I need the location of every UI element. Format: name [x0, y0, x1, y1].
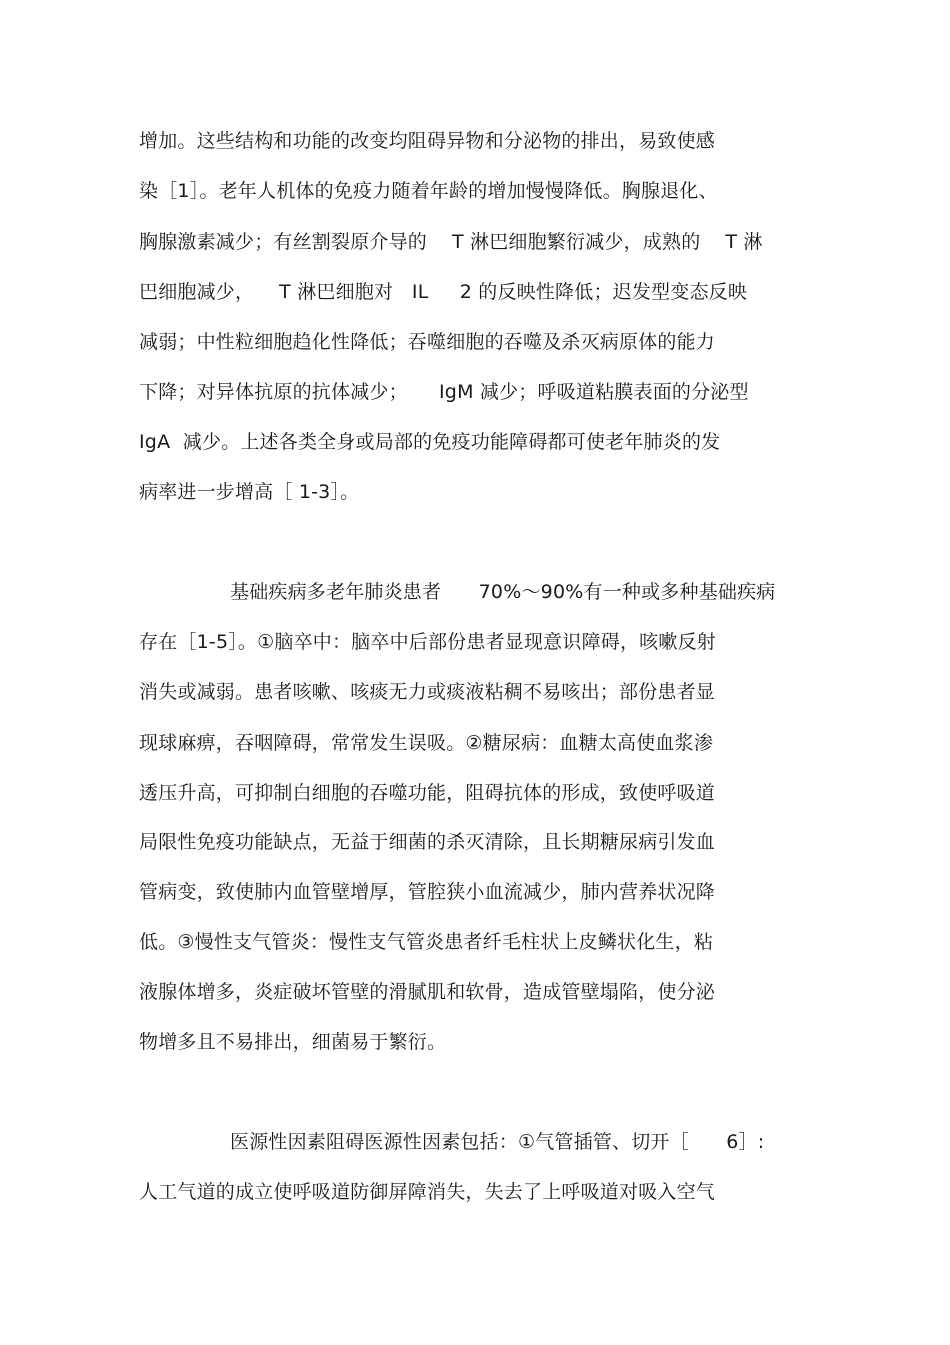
paragraph-1-line-2: 染［1］。老年人机体的免疫力随着年龄的增加慢慢降低。胸腺退化、 [139, 180, 718, 202]
paragraph-1-line-8: 病率进一步增高［ 1-3］。 [139, 481, 360, 503]
paragraph-3-line-2: 人工气道的成立使呼吸道防御屏障消失，失去了上呼吸道对吸入空气 [139, 1181, 716, 1203]
paragraph-1-line-3: 胸腺激素减少；有丝割裂原介导的 T 淋巴细胞繁衍减少，成熟的 T 淋 [139, 231, 763, 253]
paragraph-2-line-4: 现球麻痹，吞咽障碍，常常发生误吸。②糖尿病：血糖太高使血浆渗 [139, 732, 714, 754]
paragraph-2-line-2: 存在［1-5］。①脑卒中：脑卒中后部份患者显现意识障碍，咳嗽反射 [139, 631, 716, 653]
paragraph-2-line-6: 局限性免疫功能缺点，无益于细菌的杀灭清除，且长期糖尿病引发血 [139, 831, 716, 853]
paragraph-1-line-5: 减弱；中性粒细胞趋化性降低；吞噬细胞的吞噬及杀灭病原体的能力 [139, 331, 716, 353]
paragraph-2-line-7: 管病变，致使肺内血管壁增厚，管腔狭小血流减少，肺内营养状况降 [139, 881, 716, 903]
paragraph-1-line-4: 巴细胞减少， T 淋巴细胞对 IL 2 的反映性降低；迟发型变态反映 [139, 281, 748, 303]
paragraph-2-line-1: 基础疾病多老年肺炎患者 70%～90%有一种或多种基础疾病 [230, 581, 776, 603]
paragraph-2-line-5: 透压升高，可抑制白细胞的吞噬功能，阻碍抗体的形成，致使呼吸道 [139, 782, 716, 804]
paragraph-2-line-10: 物增多且不易排出，细菌易于繁衍。 [139, 1031, 447, 1053]
paragraph-2-line-8: 低。③慢性支气管炎：慢性支气管炎患者纤毛柱状上皮鳞状化生，粘 [139, 931, 714, 953]
paragraph-2-line-9: 液腺体增多，炎症破坏管壁的滑腻肌和软骨，造成管壁塌陷，使分泌 [139, 981, 716, 1003]
paragraph-2-line-3: 消失或减弱。患者咳嗽、咳痰无力或痰液粘稠不易咳出；部份患者显 [139, 681, 716, 703]
paragraph-3-line-1: 医源性因素阻碍医源性因素包括：①气管插管、切开［ 6］: [230, 1131, 765, 1153]
paragraph-1-line-6: 下降；对异体抗原的抗体减少； IgM 减少；呼吸道粘膜表面的分泌型 [139, 381, 749, 403]
paragraph-1-line-7: IgA 减少。上述各类全身或局部的免疫功能障碍都可使老年肺炎的发 [139, 431, 721, 453]
paragraph-1-line-1: 增加。这些结构和功能的改变均阻碍异物和分泌物的排出，易致使感 [139, 130, 716, 152]
